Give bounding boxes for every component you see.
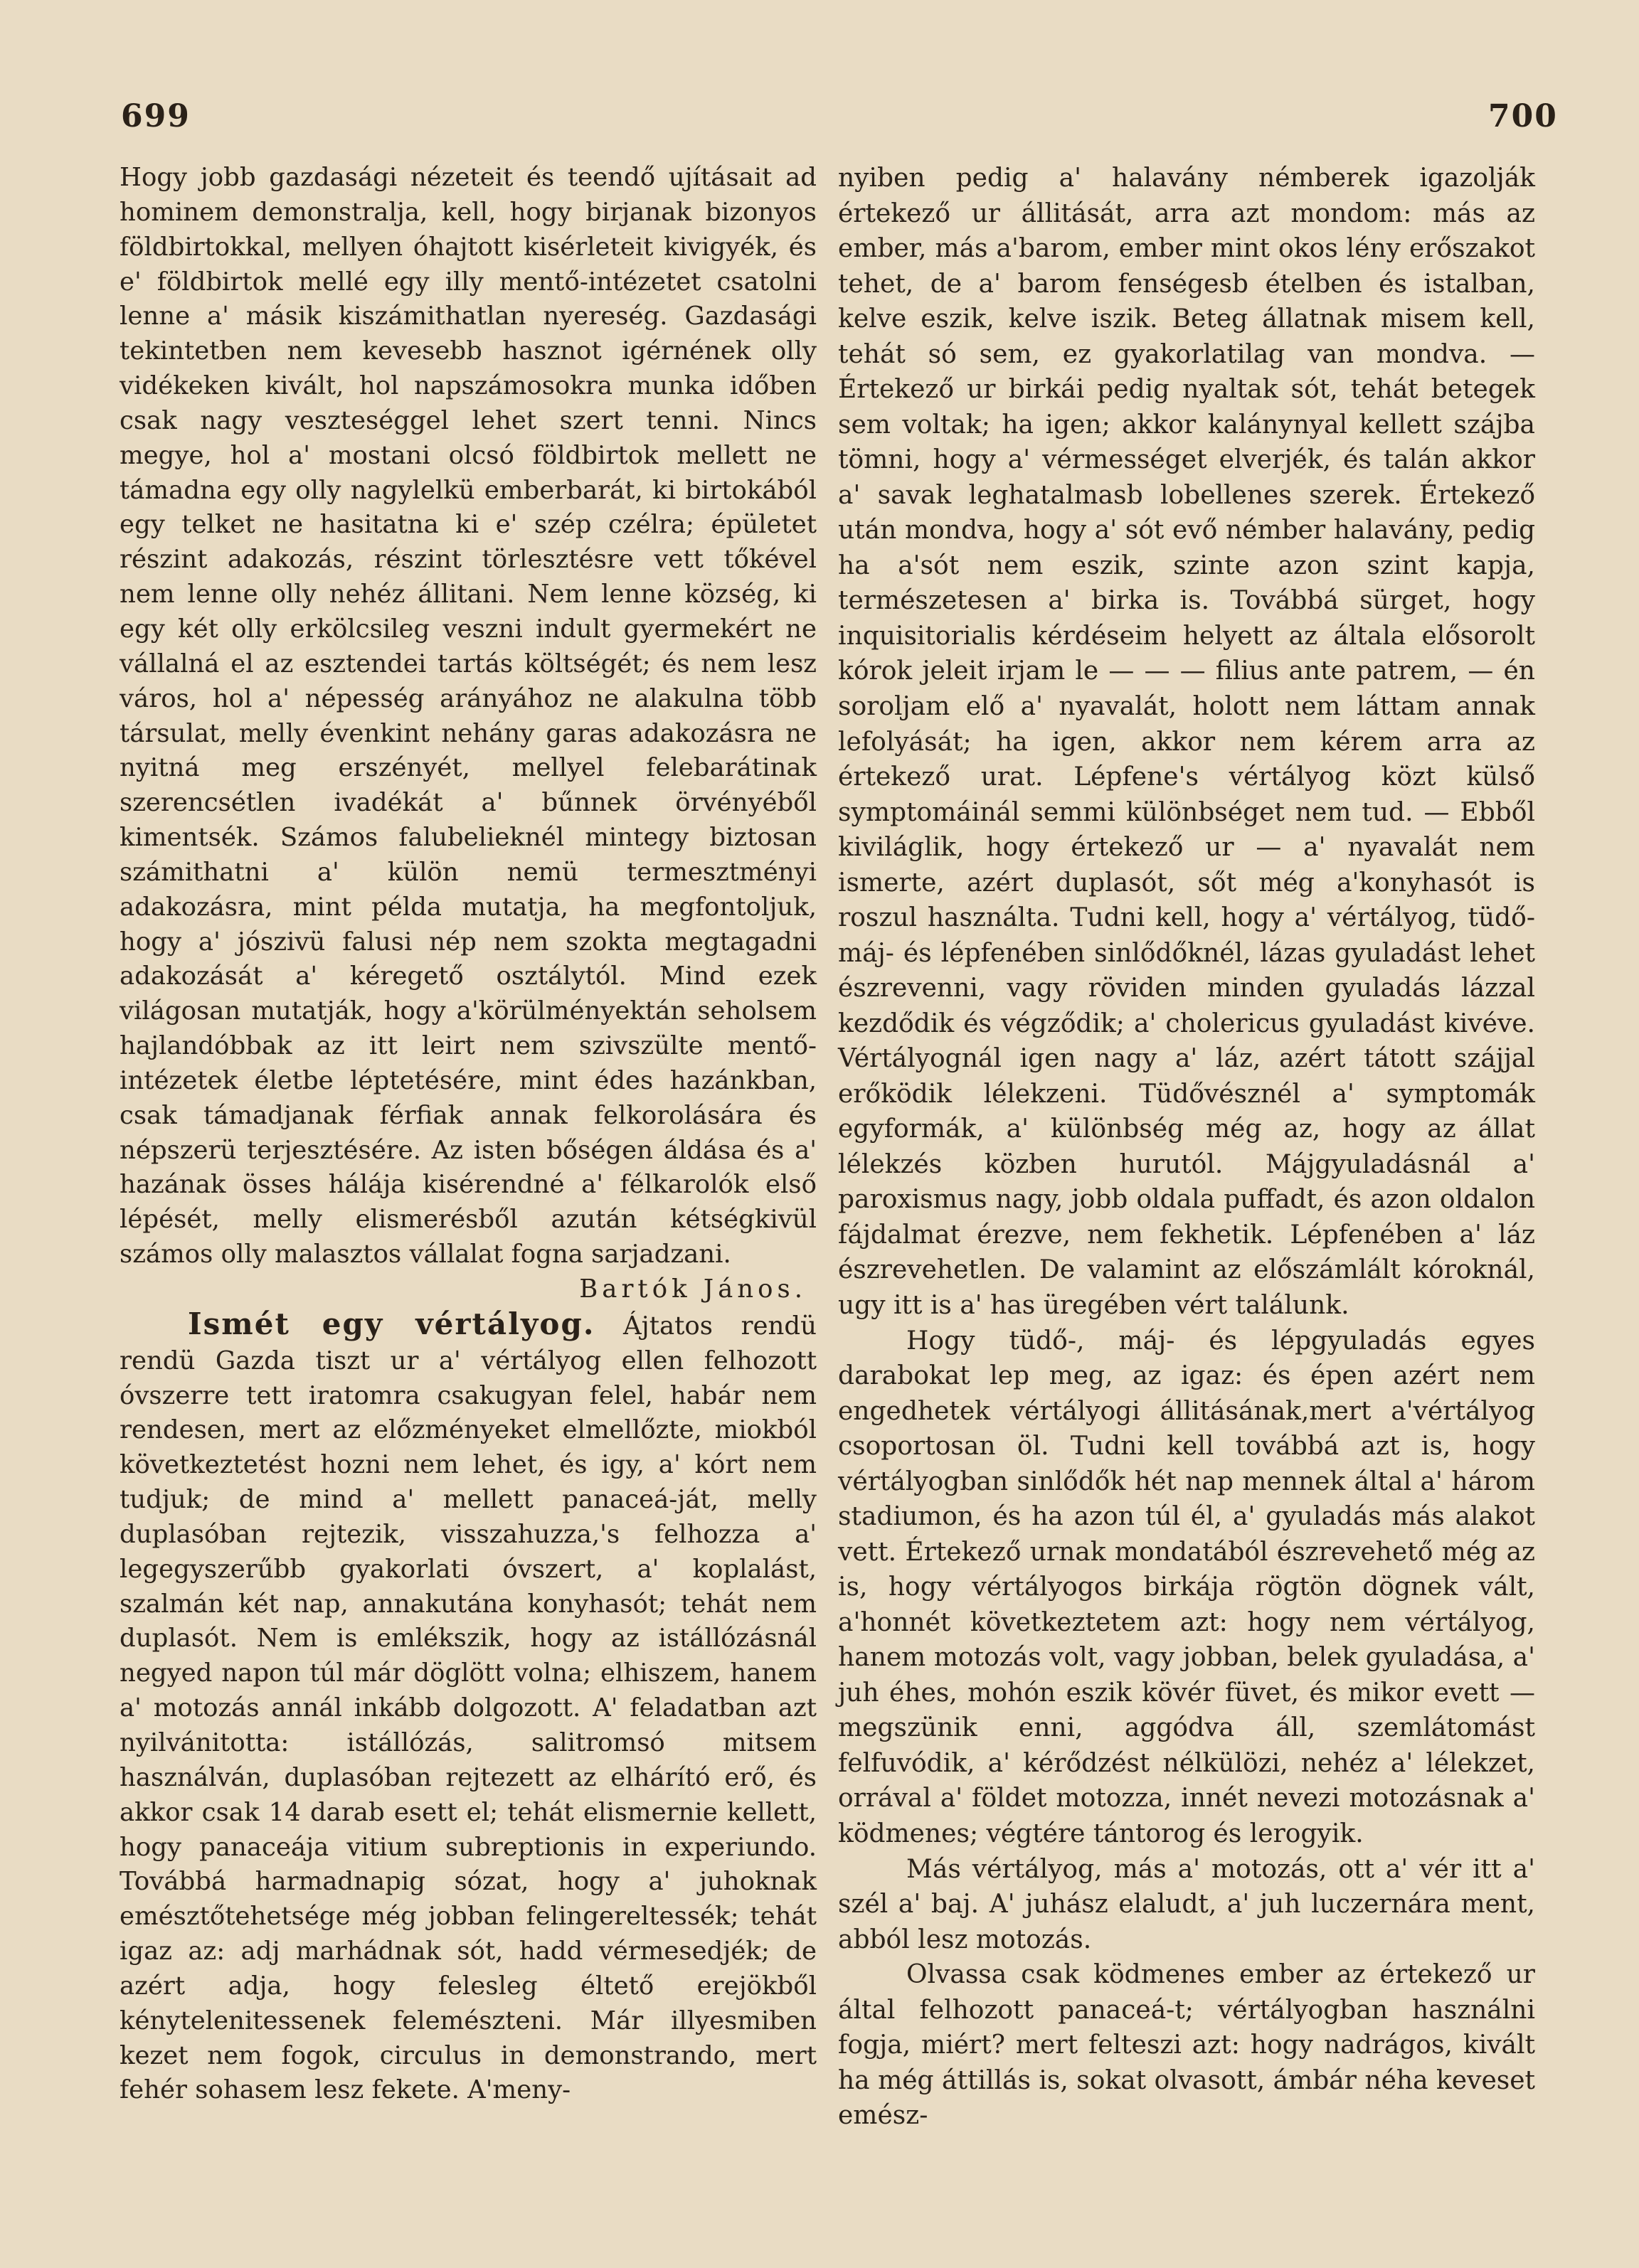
article-paragraph: Más vértályog, más a' motozás, ott a' vér itt a' szél a' baj. A' juhász elaludt, a' juh luczernára ment, abból lesz motozás.	[838, 1854, 1535, 1954]
article-paragraph: Hogy tüdő-, máj- és lépgyuladás egyes darabokat lep meg, az igaz: és épen azért nem engedhetek vértályogi állitásának,mert a'vértályog csoportosan öl. Tudni kell továbbá azt is, hogy vértályogban sinlődők hét nap mennek által a' három stadiumon, és ha azon túl él, a' gyuladás más alakot vett. Értekező urnak mondatából észrevehető még az is, hogy vértályogos birkája rögtön dögnek vált, a'honnét következtetem azt: hogy nem vértályog, hanem motozás volt, vagy jobban, belek gyuladása, a' juh éhes, mohón eszik kövér füvet, és mikor evett — megszünik enni, aggódva áll, szemlátomást felfuvódik, a' kérődzést nélkülözi, nehéz a' lélekzet, orrával a' földet motozza, innét nevezi motozásnak a' ködmenes; végtére tántorog és lerogyik.	[838, 1326, 1535, 1848]
article-paragraph: Olvassa csak ködmenes ember az értekező ur által felhozott panaceá-t; vértályogban használni fogja, miért? mert felteszi azt: hogy nadrágos, kivált ha még áttillás is, sokat olvasott, ámbár néha keveset emész-	[838, 1960, 1535, 2131]
right-column	[838, 161, 1535, 2134]
left-column	[120, 161, 817, 2108]
page-number-left: 699	[121, 98, 191, 134]
page-number-right: 700	[1488, 98, 1558, 134]
article-text: Ájtatos rendü rendü Gazda tiszt ur a' vértályog ellen felhozott óvszerre tett iratomra csakugyan felel, habár nem rendesen, mert az előzményeket elmellőzte, miokból következtetést hozni nem lehet, és igy, a' kórt nem tudjuk; de mind a' mellett panaceá-ját, melly duplasóban rejtezik, visszahuzza,'s felhozza a' legegyszerűbb gyakorlati óvszert, a' koplalást, szalmán két nap, annakutána konyhasót; tehát nem duplasót. Nem is emlékszik, hogy az istállózásnál negyed napon túl már döglött volna; elhiszem, hanem a' motozás annál inkább dolgozott. A' feladatban azt nyilvánitotta: istállózás, salitromsó mitsem használván, duplasóban rejtezett az elhárító erő, és akkor csak 14 darab esett el; tehát elismernie kellett, hogy panaceája vitium subreptionis in experiundo. Továbbá harmadnapig sózat, hogy a' juhoknak emésztőtehetsége még jobban felingereltessék; tehát igaz az: adj marhádnak sót, hadd vérmesedjék; de azért adja, hogy felesleg éltető erejökből kénytelenitessenek felemészteni. Már illyesmiben kezet nem fogok, circulus in demonstrando, mert fehér sohasem lesz fekete. A'meny-	[120, 1311, 817, 2105]
article-paragraph: nyiben pedig a' halavány némberek igazolják értekező ur állitását, arra azt mondom: más az ember, más a'barom, ember mint okos lény erőszakot tehet, de a' barom fenségesb ételben és istalban, kelve eszik, kelve iszik. Beteg állatnak misem kell, tehát só sem, ez gyakorlatilag van mondva. — Értekező ur birkái pedig nyaltak sót, tehát betegek sem voltak; ha igen; akkor kalánynyal kellett szájba tömni, hogy a' vérmességet elverjék, és talán akkor a' savak leghatalmasb lobellenes szerek. Értekező után mondva, hogy a' sót evő némber halavány, pedig ha a'sót nem eszik, szinte azon szint kapja, természetesen a' birka is. Továbbá sürget, hogy inquisitorialis kérdéseim helyett az általa elősorolt kórok jeleit irjam le — — — filius ante patrem, — én soroljam elő a' nyavalát, holott nem láttam annak lefolyását; ha igen, akkor nem kérem arra az értekező urat. Lépfene's vértályog közt külső symptomáinál semmi különbséget nem tud. — Ebből kiviláglik, hogy értekező ur — a' nyavalát nem ismerte, azért duplasót, sőt még a'konyhasót is roszul használta. Tudni kell, hogy a' vértályog, tüdő-máj- és lépfenében sinlődőknél, lázas gyuladást lehet észrevenni, vagy röviden minden gyuladás lázzal kezdődik és végződik; a' cholericus gyuladást kivéve. Vértályognál igen nagy a' láz, azért tátott szájjal erőködik lélekzeni. Tüdővésznél a' symptomák egyformák, a' különbség még az, hogy az állat lélekzés közben hurutól. Májgyuladásnál a' paroxismus nagy, jobb oldala puffadt, és azon oldalon fájdalmat érezve, nem fekhetik. Lépfenében a' láz észrevehetlen. De valamint az előszámlált kóroknál, ugy itt is a' has üregében vért találunk.	[838, 164, 1535, 1320]
article-headline: Ismét egy vértályog.	[188, 1306, 595, 1341]
article-paragraph	[120, 1307, 817, 2108]
article-paragraph: Hogy jobb gazdasági nézeteit és teendő ujításait ad hominem demonstralja, kell, hogy birjanak bizonyos földbirtokkal, mellyen óhajtott kisérleteit kivigyék, és e' földbirtok mellé egy illy mentő-intézetet csatolni lenne a' másik kiszámithatlan nyereség. Gazdasági tekintetben nem kevesebb hasznot igérnének olly vidékeken kivált, hol napszámosokra munka időben csak nagy veszteséggel lehet szert tenni. Nincs megye, hol a' mostani olcsó földbirtok mellett ne támadna egy olly nagylelkü emberbarát, ki birtokából egy telket ne hasitatna ki e' szép czélra; épületet részint adakozás, részint törlesztésre vett tőkével nem lenne olly nehéz állitani. Nem lenne község, ki egy két olly erkölcsileg veszni indult gyermekért ne vállalná el az esztendei tartás költségét; és nem lesz város, hol a' népesség arányához ne alakulna több társulat, melly évenkint nehány garas adakozásra ne nyitná meg erszényét, mellyel felebarátinak szerencsétlen ivadékát a' bűnnek örvényéből kimentsék. Számos falubelieknél mintegy biztosan számithatni a' külön nemü termesztményi adakozásra, mint példa mutatja, ha megfontoljuk, hogy a' jószivü falusi nép nem szokta megtagadni adakozását a' kéregető osztálytól. Mind ezek világosan mutatják, hogy a'körülményektán seholsem hajlandóbbak az itt leirt nem szivszülte mentő-intézetek életbe léptetésére, mint édes hazánkban, csak támadjanak férfiak annak felkorolására és népszerü terjesztésére. Az isten bőségen áldása és a' hazának össes hálája kisérendné a' félkarolók első lépését, melly elismerésből azután kétségkivül számos olly malasztos vállalat fogna sarjadzani.	[120, 163, 817, 1269]
author-signature: Bartók János.	[579, 1274, 807, 1304]
